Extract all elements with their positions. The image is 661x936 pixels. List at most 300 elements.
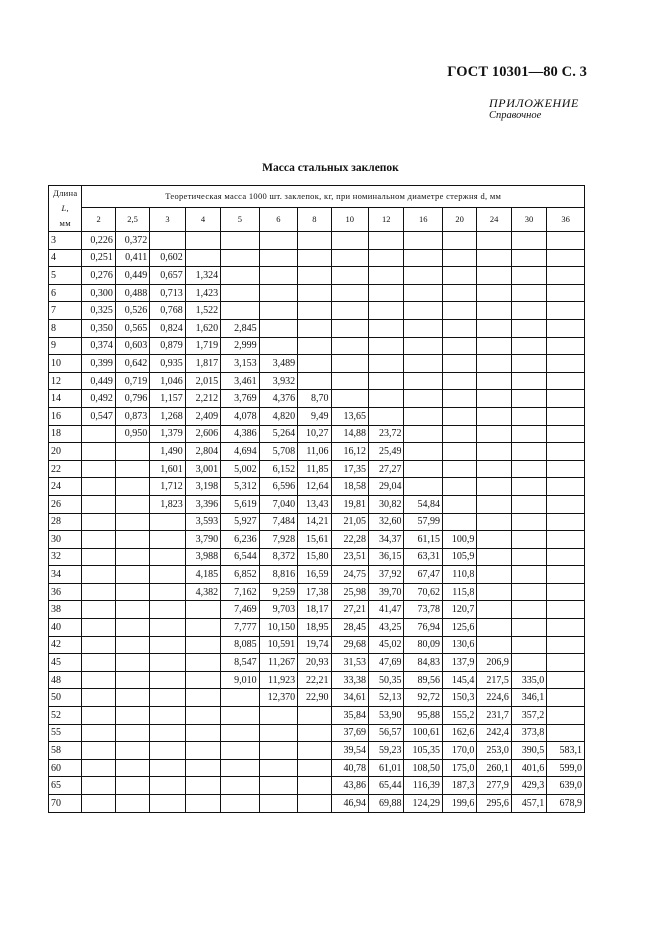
table-row — [49, 777, 585, 795]
mass-cell — [150, 777, 185, 795]
mass-cell — [477, 619, 511, 637]
mass-cell: 100,9 — [442, 531, 476, 549]
mass-cell — [221, 267, 259, 285]
length-cell: 32 — [49, 548, 82, 566]
length-cell: 7 — [49, 302, 82, 320]
mass-cell: 13,65 — [331, 407, 368, 425]
mass-cell — [115, 671, 149, 689]
mass-cell: 61,15 — [404, 531, 442, 549]
mass-cell — [511, 355, 546, 373]
table-row — [49, 302, 585, 320]
table-row — [49, 425, 585, 443]
mass-cell — [150, 689, 185, 707]
mass-cell: 25,98 — [331, 583, 368, 601]
mass-cell — [547, 671, 585, 689]
mass-cell — [150, 724, 185, 742]
mass-cell — [115, 795, 149, 813]
mass-cell — [477, 513, 511, 531]
table-row — [49, 654, 585, 672]
mass-cell: 23,51 — [331, 548, 368, 566]
mass-cell — [511, 460, 546, 478]
mass-cell: 12,64 — [298, 478, 331, 496]
mass-cell: 357,2 — [511, 707, 546, 725]
mass-cell: 8,372 — [259, 548, 297, 566]
mass-cell: 11,267 — [259, 654, 297, 672]
mass-cell — [369, 372, 404, 390]
mass-cell — [442, 337, 476, 355]
mass-cell: 10,150 — [259, 619, 297, 637]
mass-cell: 6,544 — [221, 548, 259, 566]
mass-cell: 0,276 — [82, 267, 115, 285]
mass-cell — [547, 531, 585, 549]
length-cell: 70 — [49, 795, 82, 813]
mass-cell: 9,49 — [298, 407, 331, 425]
length-cell: 4 — [49, 249, 82, 267]
mass-cell: 0,873 — [115, 407, 149, 425]
mass-cell — [185, 636, 220, 654]
mass-cell — [404, 478, 442, 496]
mass-cell: 116,39 — [404, 777, 442, 795]
mass-cell — [547, 513, 585, 531]
mass-cell — [331, 302, 368, 320]
mass-cell: 1,712 — [150, 478, 185, 496]
length-cell: 38 — [49, 601, 82, 619]
mass-cell: 346,1 — [511, 689, 546, 707]
mass-cell: 0,492 — [82, 390, 115, 408]
mass-cell: 34,37 — [369, 531, 404, 549]
mass-cell — [221, 724, 259, 742]
mass-cell — [547, 619, 585, 637]
mass-cell — [547, 267, 585, 285]
mass-cell: 0,399 — [82, 355, 115, 373]
mass-cell — [369, 390, 404, 408]
mass-cell: 5,264 — [259, 425, 297, 443]
diameter-header: 5 — [221, 207, 259, 231]
mass-cell — [298, 777, 331, 795]
diameter-header: 2 — [82, 207, 115, 231]
mass-cell: 3,489 — [259, 355, 297, 373]
mass-cell: 0,796 — [115, 390, 149, 408]
mass-cell: 1,046 — [150, 372, 185, 390]
mass-cell: 2,804 — [185, 443, 220, 461]
mass-cell — [298, 795, 331, 813]
mass-cell — [442, 284, 476, 302]
mass-cell: 1,268 — [150, 407, 185, 425]
mass-cell: 4,386 — [221, 425, 259, 443]
mass-cell — [477, 232, 511, 250]
length-cell: 60 — [49, 759, 82, 777]
mass-cell: 0,300 — [82, 284, 115, 302]
mass-cell — [511, 601, 546, 619]
mass-cell: 36,15 — [369, 548, 404, 566]
mass-cell — [511, 302, 546, 320]
mass-cell — [547, 583, 585, 601]
mass-cell — [298, 759, 331, 777]
length-cell: 22 — [49, 460, 82, 478]
diameter-header: 4 — [185, 207, 220, 231]
mass-cell: 1,719 — [185, 337, 220, 355]
mass-cell: 0,768 — [150, 302, 185, 320]
mass-cell — [259, 232, 297, 250]
mass-cell — [115, 707, 149, 725]
mass-cell — [404, 355, 442, 373]
mass-cell: 390,5 — [511, 742, 546, 760]
mass-cell: 0,824 — [150, 319, 185, 337]
mass-cell — [511, 513, 546, 531]
mass-cell — [115, 548, 149, 566]
mass-cell: 54,84 — [404, 495, 442, 513]
mass-cell — [221, 795, 259, 813]
mass-cell: 3,153 — [221, 355, 259, 373]
length-cell: 10 — [49, 355, 82, 373]
mass-cell: 4,185 — [185, 566, 220, 584]
mass-cell: 2,606 — [185, 425, 220, 443]
mass-cell: 65,44 — [369, 777, 404, 795]
mass-cell: 19,74 — [298, 636, 331, 654]
mass-cell: 3,461 — [221, 372, 259, 390]
mass-cell — [547, 249, 585, 267]
mass-cell: 84,83 — [404, 654, 442, 672]
mass-cell — [477, 601, 511, 619]
table-title: Масса стальных заклепок — [262, 162, 399, 174]
mass-cell: 2,015 — [185, 372, 220, 390]
length-cell: 40 — [49, 619, 82, 637]
mass-cell — [331, 390, 368, 408]
mass-cell — [547, 495, 585, 513]
mass-cell: 89,56 — [404, 671, 442, 689]
mass-cell — [547, 302, 585, 320]
mass-cell: 11,06 — [298, 443, 331, 461]
standard-number: ГОСТ 10301—80 С. 3 — [447, 64, 587, 80]
mass-cell — [185, 671, 220, 689]
mass-cell — [547, 390, 585, 408]
mass-cell — [442, 319, 476, 337]
mass-cell — [82, 724, 115, 742]
mass-cell — [511, 319, 546, 337]
mass-cell: 115,8 — [442, 583, 476, 601]
mass-cell — [185, 777, 220, 795]
mass-cell — [115, 583, 149, 601]
mass-cell — [331, 319, 368, 337]
mass-cell: 9,259 — [259, 583, 297, 601]
mass-cell — [82, 513, 115, 531]
mass-cell: 105,9 — [442, 548, 476, 566]
length-cell: 14 — [49, 390, 82, 408]
mass-cell: 30,82 — [369, 495, 404, 513]
diameter-header: 6 — [259, 207, 297, 231]
diameter-header: 24 — [477, 207, 511, 231]
mass-cell: 22,21 — [298, 671, 331, 689]
table-row — [49, 619, 585, 637]
mass-cell — [259, 724, 297, 742]
mass-cell — [150, 531, 185, 549]
mass-cell — [82, 548, 115, 566]
mass-cell: 401,6 — [511, 759, 546, 777]
mass-cell: 24,75 — [331, 566, 368, 584]
mass-cell — [404, 284, 442, 302]
diameter-header: 10 — [331, 207, 368, 231]
mass-cell: 1,324 — [185, 267, 220, 285]
mass-cell — [442, 355, 476, 373]
mass-cell: 1,379 — [150, 425, 185, 443]
mass-cell — [82, 777, 115, 795]
mass-cell: 0,950 — [115, 425, 149, 443]
mass-cell: 52,13 — [369, 689, 404, 707]
mass-cell: 3,769 — [221, 390, 259, 408]
mass-cell — [477, 302, 511, 320]
mass-cell: 63,31 — [404, 548, 442, 566]
mass-cell: 6,152 — [259, 460, 297, 478]
mass-cell — [404, 443, 442, 461]
mass-cell: 0,372 — [115, 232, 149, 250]
mass-cell — [369, 355, 404, 373]
length-cell: 12 — [49, 372, 82, 390]
mass-cell — [82, 566, 115, 584]
mass-cell — [82, 636, 115, 654]
mass-cell — [150, 707, 185, 725]
mass-cell: 14,21 — [298, 513, 331, 531]
mass-cell: 11,85 — [298, 460, 331, 478]
mass-cell — [185, 249, 220, 267]
table-row — [49, 671, 585, 689]
mass-cell — [369, 302, 404, 320]
mass-cell — [511, 443, 546, 461]
length-cell: 24 — [49, 478, 82, 496]
mass-cell — [547, 372, 585, 390]
table-row — [49, 337, 585, 355]
mass-cell — [185, 619, 220, 637]
mass-cell: 19,81 — [331, 495, 368, 513]
mass-cell: 57,99 — [404, 513, 442, 531]
mass-cell: 27,21 — [331, 601, 368, 619]
mass-cell — [511, 636, 546, 654]
mass-cell: 3,396 — [185, 495, 220, 513]
mass-cell: 678,9 — [547, 795, 585, 813]
mass-cell — [82, 460, 115, 478]
mass-cell: 28,45 — [331, 619, 368, 637]
mass-cell: 2,999 — [221, 337, 259, 355]
mass-cell — [259, 759, 297, 777]
mass-cell — [298, 232, 331, 250]
mass-cell: 457,1 — [511, 795, 546, 813]
table-row — [49, 443, 585, 461]
mass-cell — [115, 601, 149, 619]
mass-cell — [150, 671, 185, 689]
mass-cell: 9,703 — [259, 601, 297, 619]
table-row — [49, 636, 585, 654]
length-cell: 5 — [49, 267, 82, 285]
appendix-label: ПРИЛОЖЕНИЕ — [489, 96, 579, 110]
mass-cell — [221, 689, 259, 707]
mass-cell — [404, 249, 442, 267]
mass-cell: 31,53 — [331, 654, 368, 672]
mass-cell: 125,6 — [442, 619, 476, 637]
length-cell: 52 — [49, 707, 82, 725]
mass-cell: 41,47 — [369, 601, 404, 619]
mass-cell: 0,411 — [115, 249, 149, 267]
mass-cell — [185, 601, 220, 619]
mass-cell: 206,9 — [477, 654, 511, 672]
mass-cell: 3,988 — [185, 548, 220, 566]
table-row — [49, 707, 585, 725]
mass-cell — [259, 302, 297, 320]
mass-cell: 32,60 — [369, 513, 404, 531]
length-cell: 58 — [49, 742, 82, 760]
mass-cell — [331, 337, 368, 355]
mass-cell: 217,5 — [477, 671, 511, 689]
mass-cell — [477, 267, 511, 285]
mass-cell — [150, 513, 185, 531]
length-header-symbol: L, — [61, 203, 69, 213]
table-row — [49, 531, 585, 549]
mass-cell — [511, 407, 546, 425]
mass-cell — [185, 654, 220, 672]
mass-cell: 45,02 — [369, 636, 404, 654]
mass-cell — [259, 249, 297, 267]
mass-cell — [150, 795, 185, 813]
mass-cell: 76,94 — [404, 619, 442, 637]
mass-cell — [511, 583, 546, 601]
mass-cell — [185, 742, 220, 760]
mass-cell: 10,27 — [298, 425, 331, 443]
mass-cell — [298, 742, 331, 760]
mass-cell — [115, 724, 149, 742]
mass-cell: 0,879 — [150, 337, 185, 355]
mass-cell: 1,601 — [150, 460, 185, 478]
mass-cell — [259, 707, 297, 725]
mass-cell: 3,932 — [259, 372, 297, 390]
mass-cell: 6,852 — [221, 566, 259, 584]
mass-cell: 59,23 — [369, 742, 404, 760]
mass-cell — [298, 707, 331, 725]
mass-cell — [477, 548, 511, 566]
mass-cell: 1,490 — [150, 443, 185, 461]
mass-cell — [511, 478, 546, 496]
mass-cell — [511, 284, 546, 302]
mass-cell — [547, 707, 585, 725]
mass-cell — [221, 302, 259, 320]
rivet-mass-table — [48, 185, 585, 813]
mass-cell — [82, 671, 115, 689]
mass-cell — [369, 284, 404, 302]
mass-cell — [298, 284, 331, 302]
mass-cell: 0,325 — [82, 302, 115, 320]
mass-group-header: Теоретическая масса 1000 шт. заклепок, кг, при номинальном диаметре стержня d, мм — [82, 186, 585, 208]
mass-cell — [115, 619, 149, 637]
mass-cell — [547, 478, 585, 496]
mass-cell — [369, 249, 404, 267]
length-cell: 50 — [49, 689, 82, 707]
mass-cell: 175,0 — [442, 759, 476, 777]
table-row — [49, 513, 585, 531]
mass-cell — [369, 407, 404, 425]
mass-cell — [82, 531, 115, 549]
mass-cell: 47,69 — [369, 654, 404, 672]
diameter-header: 30 — [511, 207, 546, 231]
mass-cell: 13,43 — [298, 495, 331, 513]
mass-cell — [477, 566, 511, 584]
mass-cell — [82, 689, 115, 707]
mass-cell: 73,78 — [404, 601, 442, 619]
mass-cell: 14,88 — [331, 425, 368, 443]
mass-cell — [259, 319, 297, 337]
mass-cell — [547, 284, 585, 302]
length-cell: 28 — [49, 513, 82, 531]
length-cell: 45 — [49, 654, 82, 672]
mass-cell: 35,84 — [331, 707, 368, 725]
mass-cell: 199,6 — [442, 795, 476, 813]
mass-cell — [404, 319, 442, 337]
mass-cell — [511, 495, 546, 513]
mass-cell — [511, 531, 546, 549]
mass-cell — [82, 495, 115, 513]
mass-cell: 6,596 — [259, 478, 297, 496]
mass-cell — [298, 267, 331, 285]
mass-cell — [82, 619, 115, 637]
mass-cell — [511, 390, 546, 408]
mass-cell — [404, 302, 442, 320]
mass-cell: 27,27 — [369, 460, 404, 478]
mass-cell: 50,35 — [369, 671, 404, 689]
mass-cell: 110,8 — [442, 566, 476, 584]
mass-cell — [259, 742, 297, 760]
mass-cell — [82, 742, 115, 760]
mass-cell: 1,157 — [150, 390, 185, 408]
mass-cell — [82, 654, 115, 672]
mass-cell — [298, 372, 331, 390]
table-row — [49, 249, 585, 267]
mass-cell — [404, 337, 442, 355]
mass-cell — [82, 601, 115, 619]
mass-cell — [442, 495, 476, 513]
mass-cell — [511, 267, 546, 285]
table-row — [49, 689, 585, 707]
mass-cell: 145,4 — [442, 671, 476, 689]
mass-cell — [477, 583, 511, 601]
mass-cell — [404, 232, 442, 250]
mass-cell: 155,2 — [442, 707, 476, 725]
mass-cell — [404, 267, 442, 285]
length-header-unit: мм — [59, 218, 71, 228]
mass-cell — [259, 777, 297, 795]
mass-cell — [442, 425, 476, 443]
table-row — [49, 355, 585, 373]
mass-cell: 6,236 — [221, 531, 259, 549]
mass-cell — [442, 390, 476, 408]
mass-cell: 80,09 — [404, 636, 442, 654]
mass-cell: 17,35 — [331, 460, 368, 478]
mass-cell — [477, 284, 511, 302]
mass-cell: 37,92 — [369, 566, 404, 584]
mass-cell — [369, 232, 404, 250]
mass-cell — [185, 759, 220, 777]
mass-cell: 231,7 — [477, 707, 511, 725]
mass-cell: 120,7 — [442, 601, 476, 619]
mass-cell — [404, 425, 442, 443]
mass-cell — [82, 443, 115, 461]
mass-cell: 10,591 — [259, 636, 297, 654]
mass-cell — [442, 267, 476, 285]
mass-cell — [547, 407, 585, 425]
mass-cell — [547, 460, 585, 478]
mass-cell: 70,62 — [404, 583, 442, 601]
mass-cell — [221, 284, 259, 302]
mass-cell — [511, 372, 546, 390]
diameter-header: 2,5 — [115, 207, 149, 231]
mass-cell — [511, 654, 546, 672]
mass-cell — [547, 355, 585, 373]
mass-cell — [477, 495, 511, 513]
